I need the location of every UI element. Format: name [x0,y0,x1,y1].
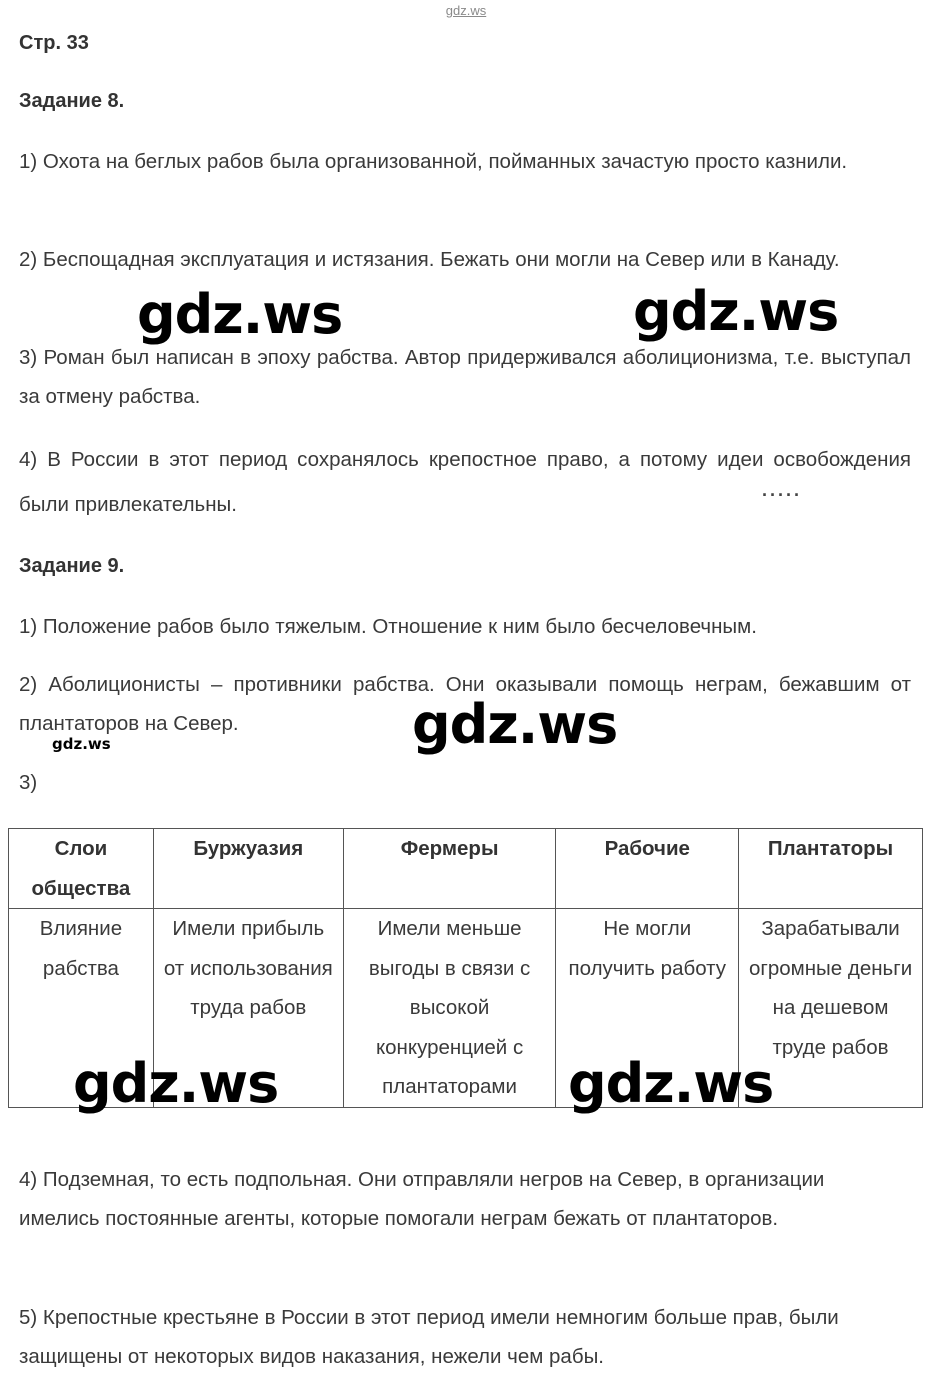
task-8-answer-3: 3) Роман был написан в эпоху рабства. Автор придерживался аболиционизма, т.е. выступал за отмену рабства. [19,346,911,408]
watermark-logo: gdz.ws [73,1052,279,1115]
task-9-answer-4: 4) Подземная, то есть подпольная. Они отправляли негров на Север, в организации имелись постоянные агенты, которые помогали неграм бежать от плантаторов. [19,1168,825,1230]
task-8-answer-2: 2) Беспощадная эксплуатация и истязания. Бежать они могли на Север или в Канаду. [19,248,840,271]
task-8-answer-1: 1) Охота на беглых рабов была организованной, пойманных зачастую просто казнили. [19,150,848,173]
task-9-answer-1: 1) Положение рабов было тяжелым. Отношение к ним было бесчеловечным. [19,615,757,638]
table-header-row [9,829,923,909]
task-8-answer-4: 4) В России в этот период сохранялось крепостное право, а потому идеи освобождения были привлекательны. [19,448,911,516]
page-label: Стр. 33 [19,32,89,54]
table-cell: Имели прибыль от использования труда рабов [153,909,343,1108]
table-header-cell: Плантаторы [739,829,923,909]
task-9-answer-3-label: 3) [19,771,38,794]
table-cell: Не могли получить работу [556,909,739,1108]
table-header-cell: Буржуазия [153,829,343,909]
faint-watermark-fragment: ····· [762,486,802,496]
watermark-logo: gdz.ws [137,283,343,346]
table-cell: Зарабатывали огромные деньги на дешевом труде рабов [739,909,923,1108]
table-header-cell: Фермеры [343,829,556,909]
watermark-logo-small: gdz.ws [52,735,111,753]
task-8-heading: Задание 8. [19,90,125,112]
watermark-logo: gdz.ws [412,693,618,756]
table-cell: Имели меньше выгоды в связи с высокой конкуренцией с плантаторами [343,909,556,1108]
table-header-cell: Рабочие [556,829,739,909]
task-9-heading: Задание 9. [19,555,125,577]
site-header-link[interactable]: gdz.ws [445,3,487,18]
watermark-logo: gdz.ws [568,1052,774,1115]
table-cell: Влияние рабства [9,909,154,1108]
table-header-cell: Слои общества [9,829,154,909]
task-9-answer-5: 5) Крепостные крестьяне в России в этот период имели немногим больше прав, были защищены от некоторых видов наказания, нежели чем рабы. [19,1306,839,1368]
task-9-answer-2: 2) Аболиционисты – противники рабства. Они оказывали помощь неграм, бежавшим от плантаторов на Север. [19,673,911,735]
watermark-logo: gdz.ws [633,280,839,343]
